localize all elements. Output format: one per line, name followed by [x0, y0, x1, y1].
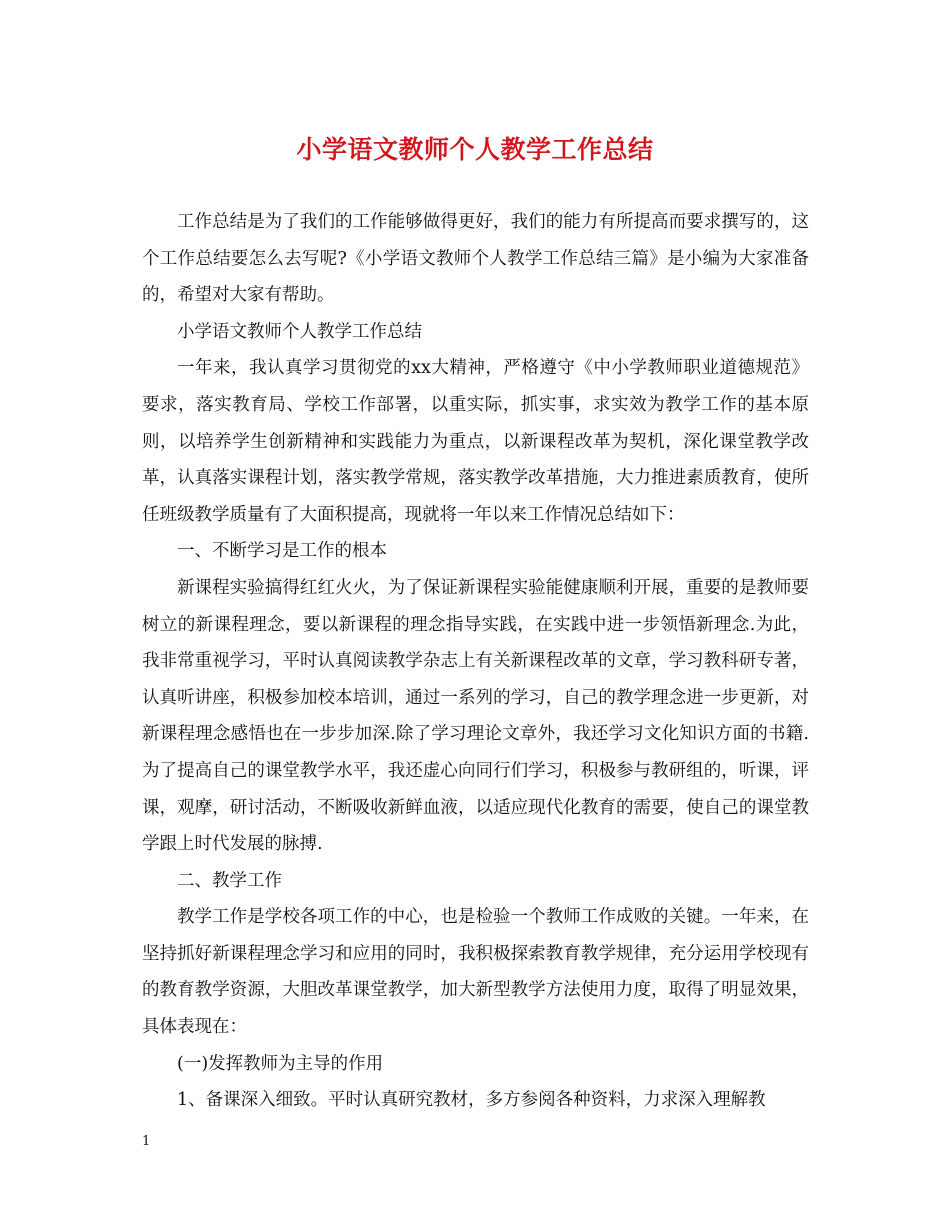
- section-heading: 二、教学工作: [177, 870, 282, 891]
- subsection-heading: (一)发挥教师为主导的作用: [177, 1053, 384, 1074]
- body-paragraph: 1、备课深入细致。平时认真研究教材，多方参阅各种资料，力求深入理解教: [177, 1090, 766, 1111]
- body-paragraph: 一年来，我认真学习贯彻党的xx大精神，严格遵守《中小学教师职业道德规范》要求，落实教育局、学校工作部署，以重实际，抓实事，求实效为教学工作的基本原则，以培养学生创新精神和实践能力为重点，以新课程改革为契机，深化课堂教学改革，认真落实课程计划，落实教学常规，落实教学改革措施，大力推进素质教育，使所任班级教学质量有了大面积提高，现就将一年以来工作情况总结如下：: [142, 358, 809, 525]
- body-paragraph: 教学工作是学校各项工作的中心，也是检验一个教师工作成败的关键。一年来，在坚持抓好新课程理念学习和应用的同时，我积极探索教育教学规律，充分运用学校现有的教育教学资源，大胆改革课堂教学，加大新型教学方法使用力度，取得了明显效果，具体表现在：: [142, 907, 809, 1038]
- section-heading: 一、不断学习是工作的根本: [177, 541, 387, 562]
- body-paragraph: 新课程实验搞得红红火火，为了保证新课程实验能健康顺利开展，重要的是教师要树立的新课程理念，要以新课程的理念指导实践，在实践中进一步领悟新理念.为此，我非常重视学习，平时认真阅读教学杂志上有关新课程改革的文章，学习教科研专著，认真听讲座，积极参加校本培训，通过一系列的学习，自己的教学理念进一步更新，对新课程理念感悟也在一步步加深.除了学习理论文章外，我还学习文化知识方面的书籍.为了提高自己的课堂教学水平，我还虚心向同行们学习，积极参与教研组的，听课，评课，观摩，研讨活动，不断吸收新鲜血液，以适应现代化教育的需要，使自己的课堂教学跟上时代发展的脉搏.: [142, 577, 809, 855]
- document-body: [142, 204, 809, 1119]
- page-number: 1: [142, 1134, 151, 1149]
- intro-paragraph: 工作总结是为了我们的工作能够做得更好，我们的能力有所提高而要求撰写的，这个工作总结要怎么去写呢?《小学语文教师个人教学工作总结三篇》是小编为大家准备的，希望对大家有帮助。: [142, 212, 809, 306]
- document-title: 小学语文教师个人教学工作总结: [296, 135, 654, 164]
- section-heading: 小学语文教师个人教学工作总结: [177, 321, 422, 342]
